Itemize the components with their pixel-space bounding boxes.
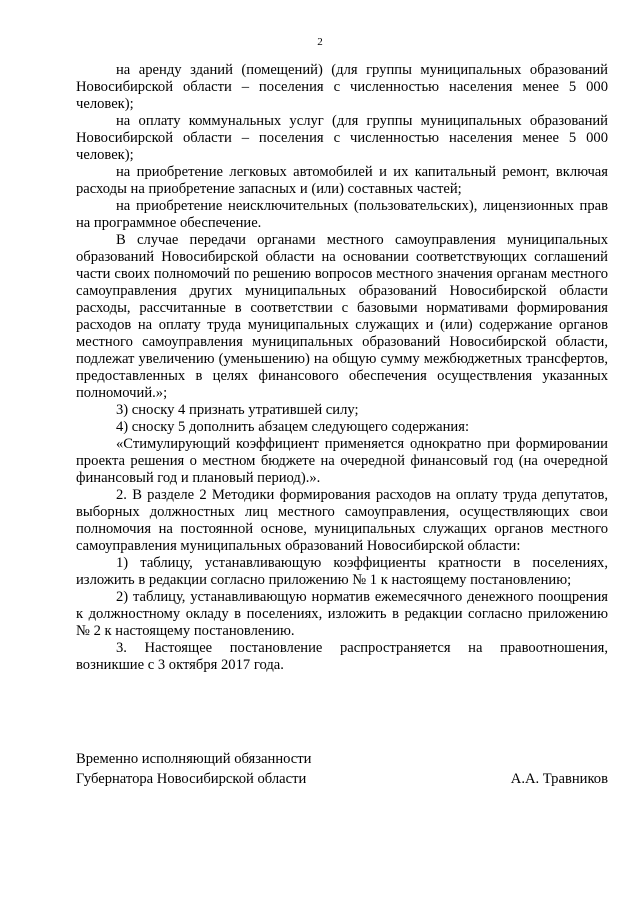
- signature-position-line-1: Временно исполняющий обязанности: [76, 751, 312, 767]
- paragraph-effective-date: 3. Настоящее постановление распространяется на правоотношения, возникшие с 3 октября 2017 года.: [76, 640, 608, 673]
- paragraph-footnote-5: 4) сноску 5 дополнить абзацем следующего содержания:: [116, 419, 469, 435]
- paragraph-rent: на аренду зданий (помещений) (для группы муниципальных образований Новосибирской области – поселения с численностью населения менее 5 000 человек);: [76, 62, 608, 112]
- signature-block: [76, 749, 608, 789]
- paragraph-table-2: 2) таблицу, устанавливающую норматив ежемесячного денежного поощрения к должностному окладу в поселениях, изложить в редакции согласно приложению № 2 к настоящему постановлению.: [76, 589, 608, 639]
- paragraph-software: на приобретение неисключительных (пользовательских), лицензионных прав на программное обеспечение.: [76, 198, 608, 231]
- page-number: 2: [317, 36, 323, 48]
- paragraph-vehicles: на приобретение легковых автомобилей и их капитальный ремонт, включая расходы на приобретение запасных и (или) составных частей;: [76, 164, 608, 197]
- paragraph-footnote-4: 3) сноску 4 признать утратившей силу;: [116, 402, 359, 418]
- paragraph-coefficient: «Стимулирующий коэффициент применяется однократно при формировании проекта решения о местном бюджете на очередной финансовый год (на очередной финансовый год и плановый период).».: [76, 436, 608, 486]
- paragraph-utilities: на оплату коммунальных услуг (для группы муниципальных образований Новосибирской области – поселения с численностью населения менее 5 000 человек);: [76, 113, 608, 163]
- paragraph-table-1: 1) таблицу, устанавливающую коэффициенты кратности в поселениях, изложить в редакции согласно приложению № 1 к настоящему постановлению;: [76, 555, 608, 588]
- paragraph-delegation: В случае передачи органами местного самоуправления муниципальных образований Новосибирской области на основании соответствующих соглашений части своих полномочий по решению вопросов местного значения органам местного самоуправления других муниципальных образований Новосибирской области расходы, рассчитанные в соответствии с базовыми нормативами формирования расходов на оплату труда муниципальных служащих и (или) содержание органов местного самоуправления муниципальных образований Новосибирской области, подлежат увеличению (уменьшению) на общую сумму межбюджетных трансфертов, предоставленных в целях финансового обеспечения осуществления указанных полномочий.»;: [76, 232, 608, 401]
- paragraph-section-2: 2. В разделе 2 Методики формирования расходов на оплату труда депутатов, выборных должностных лиц местного самоуправления, осуществляющих свои полномочия на постоянной основе, муниципальных служащих органов местного самоуправления муниципальных образований Новосибирской области:: [76, 487, 608, 554]
- signature-row: [76, 769, 608, 789]
- signature-position-line-2: Губернатора Новосибирской области: [76, 771, 307, 787]
- signatory-name: А.А. Травников: [510, 771, 608, 787]
- document-body: [76, 62, 608, 674]
